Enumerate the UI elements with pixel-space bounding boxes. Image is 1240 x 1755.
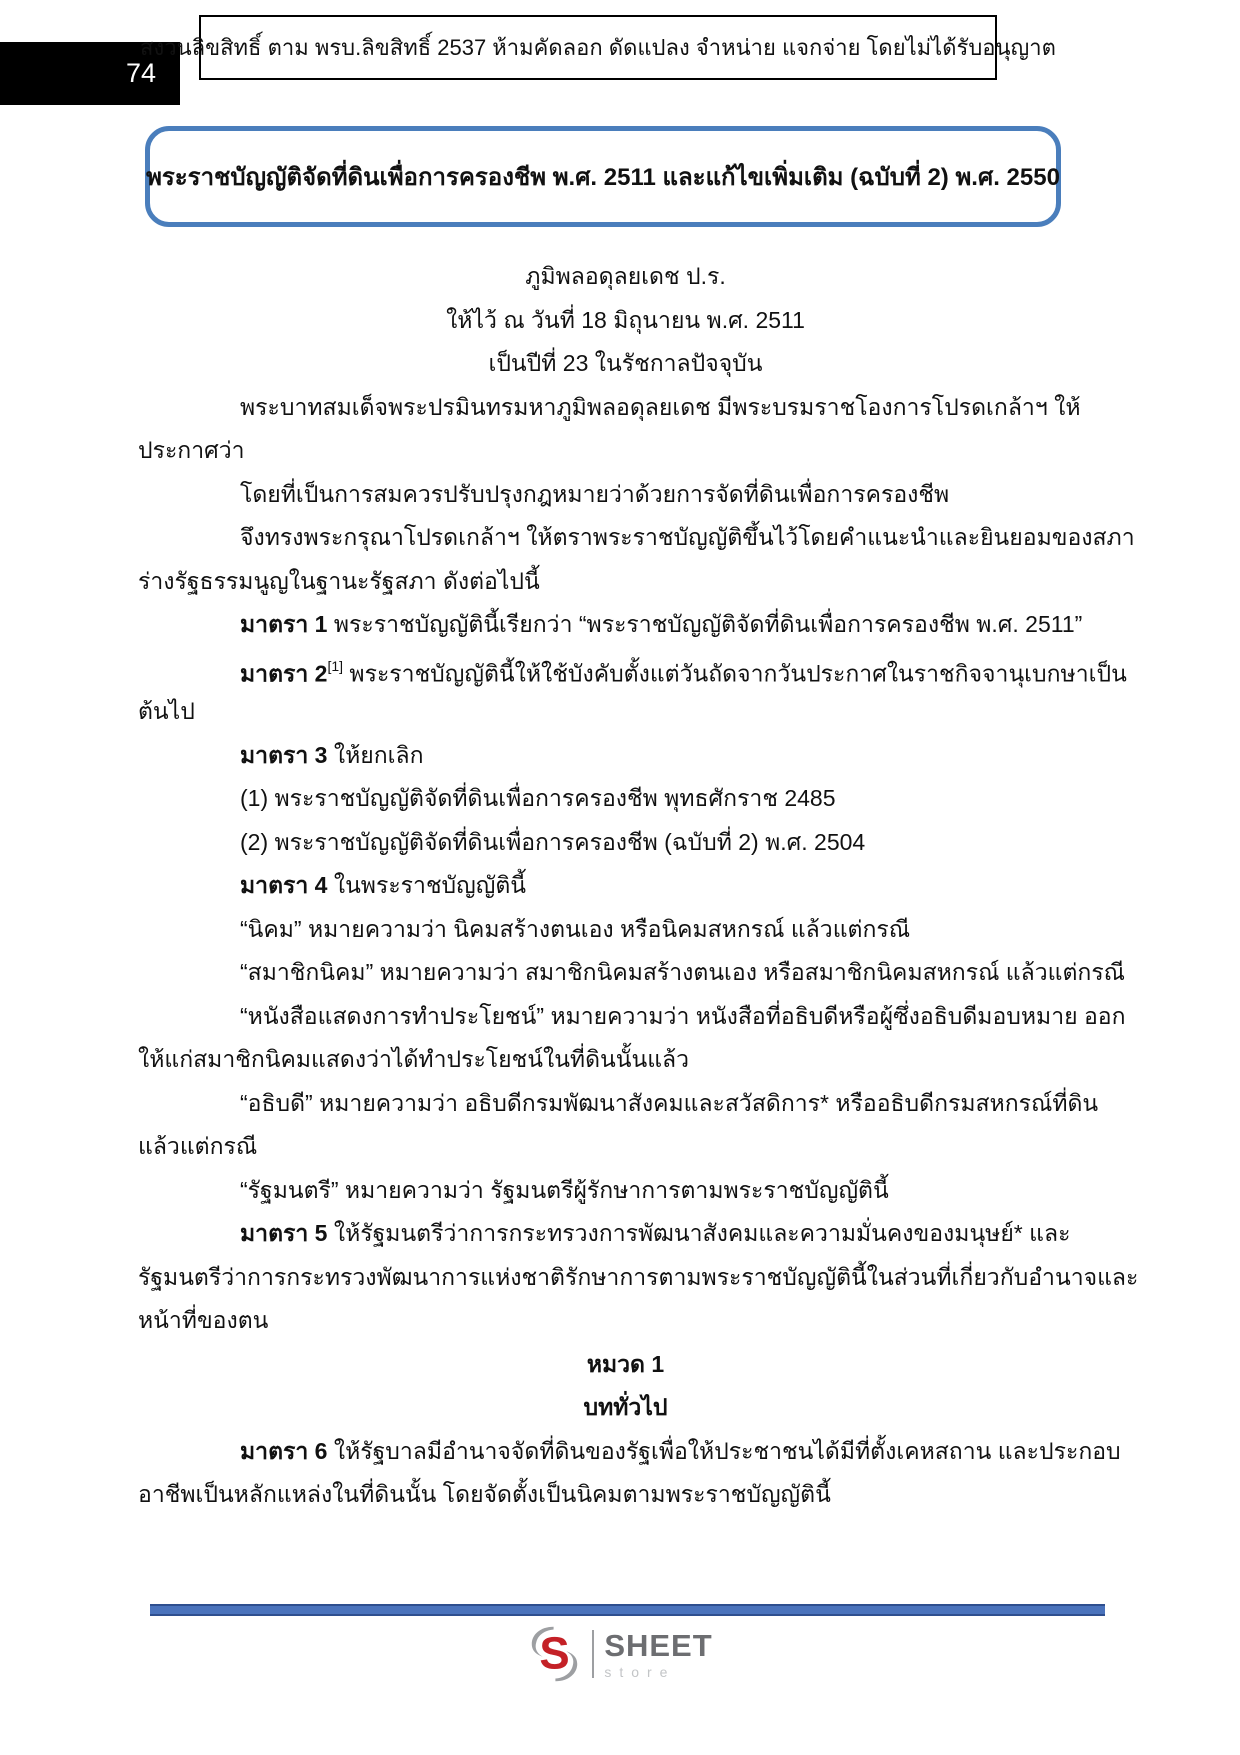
text-line: มาตรา 4 ในพระราชบัญญัตินี้ [240, 872, 527, 898]
logo-subtitle: store [604, 1663, 676, 1680]
text-line: ประกาศว่า [138, 437, 245, 463]
text-line: มาตรา 6 ให้รัฐบาลมีอำนาจจัดที่ดินของรัฐเพื่อให้ประชาชนได้มีที่ตั้งเคหสถาน และประกอบ [240, 1437, 1121, 1464]
text-line: อาชีพเป็นหลักแหล่งในที่ดินนั้น โดยจัดตั้งเป็นนิคมตามพระราชบัญญัตินี้ [138, 1481, 831, 1507]
text-line: รัฐมนตรีว่าการกระทรวงพัฒนาการแห่งชาติรักษาการตามพระราชบัญญัตินี้ในส่วนที่เกี่ยวกับอำนาจและ [138, 1263, 1139, 1290]
copyright-notice-box [140, 15, 1056, 80]
copyright-notice-text: สงวนลิขสิทธิ์ ตาม พรบ.ลิขสิทธิ์ 2537 ห้ามคัดลอก ดัดแปลง จำหน่าย แจกจ่าย โดยไม่ได้รับอนุญาต [140, 35, 1056, 60]
text-line: พระบาทสมเด็จพระปรมินทรมหาภูมิพลอดุลยเดช มีพระบรมราชโองการโปรดเกล้าฯ ให้ [240, 393, 1081, 420]
act-title-box [145, 126, 1061, 227]
text-line: ให้ไว้ ณ วันที่ 18 มิถุนายน พ.ศ. 2511 [446, 306, 805, 333]
text-line: ให้แก่สมาชิกนิคมแสดงว่าได้ทำประโยชน์ในที่ดินนั้นแล้ว [138, 1046, 690, 1072]
act-title-text: พระราชบัญญัติจัดที่ดินเพื่อการครองชีพ พ.ศ. 2511 และแก้ไขเพิ่มเติม (ฉบับที่ 2) พ.ศ. 2550 [146, 164, 1060, 191]
text-line: เป็นปีที่ 23 ในรัชกาลปัจจุบัน [488, 350, 763, 376]
text-line: (1) พระราชบัญญัติจัดที่ดินเพื่อการครองชีพ พุทธศักราช 2485 [240, 785, 836, 811]
logo-title: SHEET [604, 1627, 713, 1663]
text-line: บททั่วไป [583, 1394, 668, 1420]
document-body [138, 255, 1139, 1517]
text-line: มาตรา 1 พระราชบัญญัตินี้เรียกว่า “พระราชบัญญัติจัดที่ดินเพื่อการครองชีพ พ.ศ. 2511” [240, 611, 1083, 637]
text-line: โดยที่เป็นการสมควรปรับปรุงกฎหมายว่าด้วยการจัดที่ดินเพื่อการครองชีพ [240, 480, 950, 507]
text-line: ภูมิพลอดุลยเดช ป.ร. [525, 263, 726, 289]
text-line: “สมาชิกนิคม” หมายความว่า สมาชิกนิคมสร้างตนเอง หรือสมาชิกนิคมสหกรณ์ แล้วแต่กรณี [240, 959, 1126, 985]
text-line: (2) พระราชบัญญัติจัดที่ดินเพื่อการครองชีพ (ฉบับที่ 2) พ.ศ. 2504 [240, 828, 866, 855]
text-line: มาตรา 3 ให้ยกเลิก [240, 741, 424, 768]
page-number: 74 [125, 58, 156, 88]
text-line: ต้นไป [138, 698, 195, 724]
text-line: “หนังสือแสดงการทำประโยชน์” หมายความว่า หนังสือที่อธิบดีหรือผู้ซึ่งอธิบดีมอบหมาย ออก [240, 1002, 1126, 1029]
footer-divider-bar [150, 1604, 1105, 1616]
sheet-store-logo-icon [527, 1624, 582, 1684]
text-line: ร่างรัฐธรรมนูญในฐานะรัฐสภา ดังต่อไปนี้ [138, 567, 540, 594]
text-line: มาตรา 2[1] พระราชบัญญัตินี้ให้ใช้บังคับตั้งแต่วันถัดจากวันประกาศในราชกิจจานุเบกษาเป็น [240, 657, 1127, 687]
text-line: มาตรา 5 ให้รัฐมนตรีว่าการกระทรวงการพัฒนาสังคมและความมั่นคงของมนุษย์* และ [240, 1220, 1071, 1246]
text-line: “รัฐมนตรี” หมายความว่า รัฐมนตรีผู้รักษาการตามพระราชบัญญัตินี้ [240, 1176, 889, 1203]
text-line: “นิคม” หมายความว่า นิคมสร้างตนเอง หรือนิคมสหกรณ์ แล้วแต่กรณี [240, 915, 911, 942]
logo-text-stack [604, 1627, 713, 1680]
logo-divider [592, 1630, 594, 1678]
logo-letter: S [539, 1627, 570, 1679]
text-line: แล้วแต่กรณี [138, 1133, 258, 1159]
text-line: จึงทรงพระกรุณาโปรดเกล้าฯ ให้ตราพระราชบัญญัติขึ้นไว้โดยคำแนะนำและยินยอมของสภา [240, 524, 1135, 550]
sheet-store-logo [0, 1624, 1240, 1684]
text-line: “อธิบดี” หมายความว่า อธิบดีกรมพัฒนาสังคมและสวัสดิการ* หรืออธิบดีกรมสหกรณ์ที่ดิน [240, 1089, 1099, 1116]
text-line: หมวด 1 [586, 1350, 665, 1377]
text-line: หน้าที่ของตน [138, 1307, 269, 1333]
